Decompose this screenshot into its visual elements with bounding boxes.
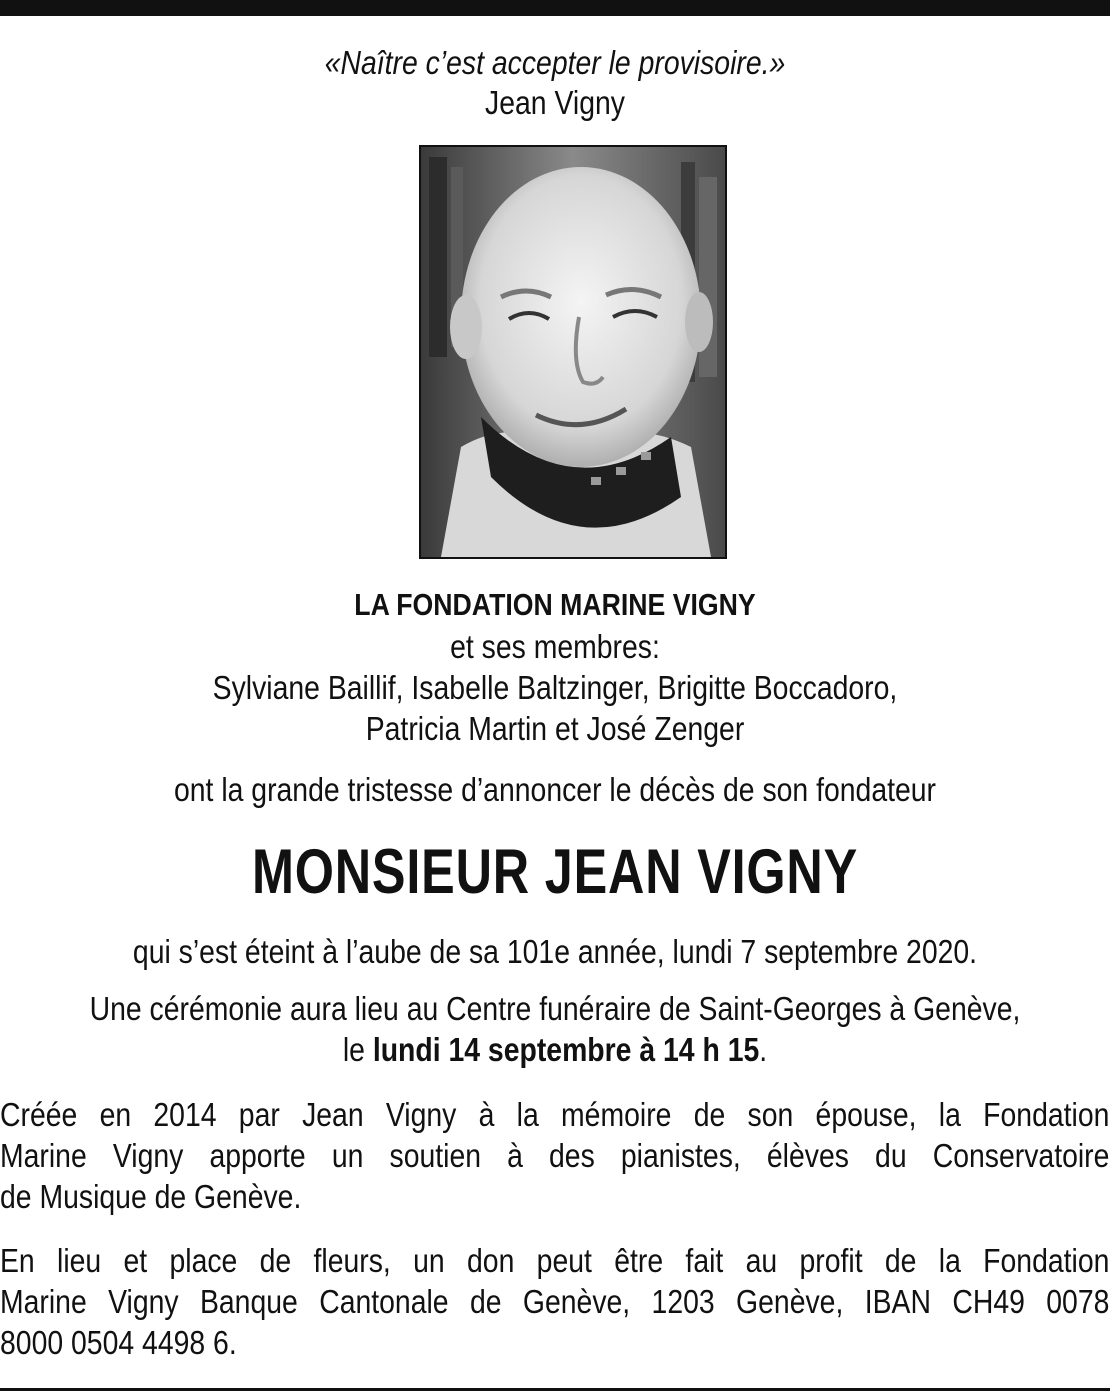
paragraph-line: Créée en 2014 par Jean Vigny à la mémoire de son épouse, la Fondation	[0, 1096, 1110, 1133]
ceremony-prefix: le	[342, 1031, 373, 1068]
ceremony-text: Une cérémonie aura lieu au Centre funéraire de Saint-Georges à Genève,	[89, 990, 1021, 1027]
donation-paragraph	[0, 1240, 1110, 1363]
announcement-text: ont la grande tristesse d’annoncer le décès de son fondateur	[173, 771, 937, 808]
deceased-name: MONSIEUR JEAN VIGNY	[251, 837, 859, 907]
bottom-rule	[0, 1388, 1110, 1391]
passing-text: qui s’est éteint à l’aube de sa 101e année, lundi 7 septembre 2020.	[132, 933, 978, 970]
paragraph-line: de Musique de Genève.	[0, 1178, 302, 1215]
top-rule	[0, 0, 1110, 16]
members-list-line: Sylviane Baillif, Isabelle Baltzinger, Brigitte Boccadoro,	[212, 669, 898, 706]
foundation-paragraph	[0, 1094, 1110, 1217]
members-list-line: Patricia Martin et José Zenger	[365, 710, 745, 747]
portrait-illustration	[421, 147, 725, 557]
members-intro: et ses membres:	[450, 628, 660, 665]
paragraph-line: Marine Vigny apporte un soutien à des pianistes, élèves du Conservatoire	[0, 1137, 1110, 1174]
epigraph-quote: «Naître c’est accepter le provisoire.»	[324, 44, 786, 81]
portrait-photo	[419, 145, 727, 559]
paragraph-line: 8000 0504 4498 6.	[0, 1324, 237, 1361]
ceremony-suffix: .	[759, 1031, 768, 1068]
epigraph-author: Jean Vigny	[485, 84, 625, 121]
paragraph-line: Marine Vigny Banque Cantonale de Genève, 1203 Genève, IBAN CH49 0078	[0, 1283, 1110, 1320]
organization-name: LA FONDATION MARINE VIGNY	[354, 587, 756, 622]
ceremony-date-time: lundi 14 septembre à 14 h 15	[372, 1031, 760, 1068]
ceremony-date-line	[78, 1031, 1033, 1069]
paragraph-line: En lieu et place de fleurs, un don peut être fait au profit de la Fondation	[0, 1242, 1110, 1279]
